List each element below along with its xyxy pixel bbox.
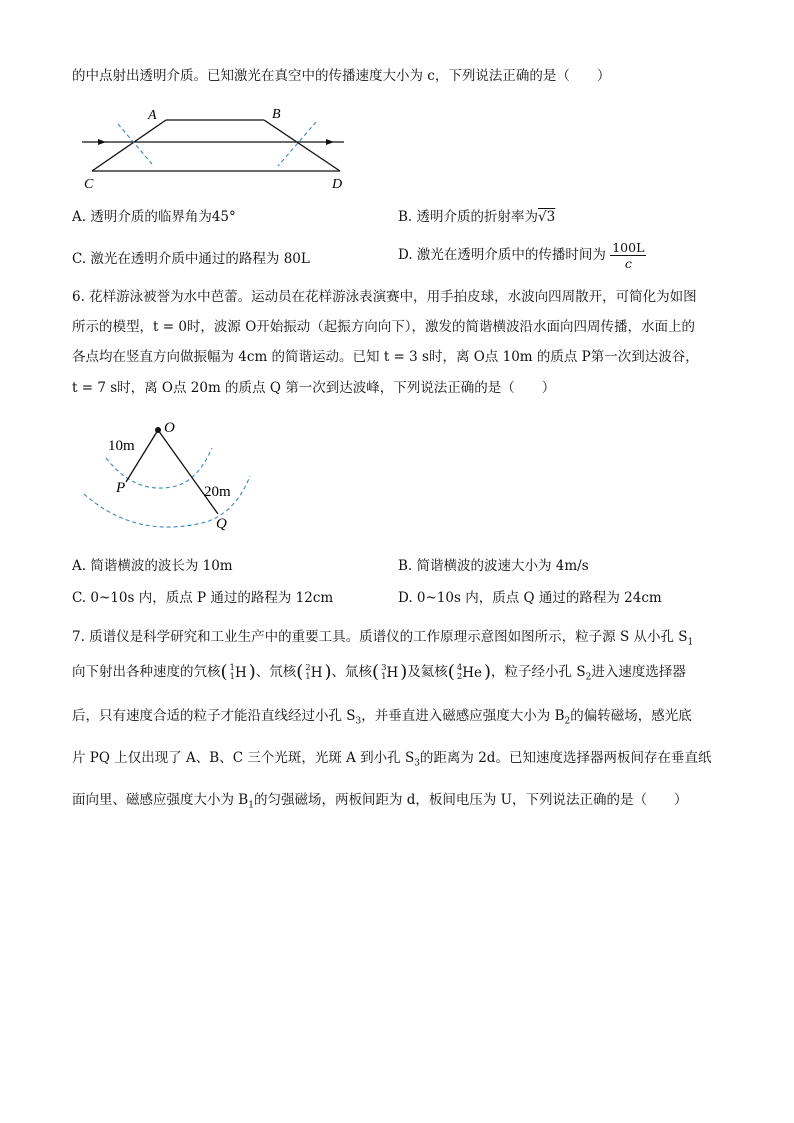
q7-text-3a: 后，只有速度合适的粒子才能沿直线经过小孔 S <box>72 708 356 724</box>
q5-stem: 的中点射出透明介质。已知激光在真空中的传播速度大小为 c，下列说法正确的是（ ） <box>72 68 611 84</box>
q6-stem-line-1: 6. 花样游泳被誉为水中芭蕾。运动员在花样游泳表演赛中，用手拍皮球，水波向四周散开，可简化为如图 <box>72 289 697 305</box>
q5-option-b-value: √3 <box>538 209 556 225</box>
line-bd <box>264 120 340 171</box>
q7-text-3c: 的偏转磁场，感光底 <box>570 708 692 724</box>
label-dist-q: 20m <box>204 484 231 500</box>
nuc3-symbol: H <box>386 664 399 681</box>
q7-sub-1: 1 <box>687 637 694 648</box>
nuc2-mass: 2 <box>305 663 311 673</box>
nuc2-symbol: H <box>310 664 323 681</box>
nuc1-mass: 1 <box>229 663 235 673</box>
q7-text-3b: ，并垂直进入磁感应强度大小为 B <box>361 708 565 724</box>
label-c: C <box>84 177 94 192</box>
q6-option-b: B. 简谐横波的波速大小为 4m/s <box>398 558 589 574</box>
nuclide-tritium <box>379 663 400 683</box>
source-point-o <box>155 427 161 433</box>
nuc2-charge: 1 <box>305 672 311 682</box>
line-ac <box>92 120 166 171</box>
q7-stem-line-1 <box>72 627 693 653</box>
q5-trapezoid-figure <box>78 104 358 192</box>
q7-sub-3: 3 <box>355 716 362 727</box>
nuc4-mass: 4 <box>456 663 463 673</box>
q7-text-2f: 进入速度选择器 <box>591 664 686 680</box>
label-q: Q <box>216 516 227 532</box>
q7-text-2c: 、氚核 <box>331 664 373 680</box>
label-o: O <box>164 420 175 436</box>
nuc4-symbol: He <box>462 664 483 681</box>
nuc3-charge: 1 <box>381 672 387 682</box>
fraction-denominator: c <box>624 256 632 271</box>
q7-stem-line-3 <box>72 706 692 732</box>
label-d: D <box>332 177 343 192</box>
q7-text-2a: 向下射出各种速度的氕核 <box>72 664 221 680</box>
q6-option-c: C. 0~10s 内，质点 P 通过的路程为 12cm <box>72 590 334 606</box>
q6-option-a: A. 简谐横波的波长为 10m <box>72 558 233 574</box>
q6-stem-line-2: 所示的模型，t = 0时，波源 O开始振动（起振方向向下），激发的简谐横波沿水面向四周传播，水面上的 <box>72 319 696 335</box>
label-p: P <box>116 480 126 496</box>
ray-arrow-out <box>326 139 334 145</box>
q7-text-2d: 及氦核 <box>407 664 448 680</box>
nuc1-symbol: H <box>234 664 247 681</box>
q5-option-b <box>398 207 555 227</box>
q7-sub-4: 2 <box>564 716 571 727</box>
q5-option-c: C. 激光在透明介质中通过的路程为 80L <box>72 251 310 267</box>
q5-option-b-text: B. 透明介质的折射率为 <box>398 209 539 225</box>
q5-option-d <box>398 240 646 271</box>
q5-option-a: A. 透明介质的临界角为45° <box>72 209 236 225</box>
nuclide-protium <box>228 663 249 683</box>
nuc3-mass: 3 <box>381 663 387 673</box>
q6-stem-line-4: t = 7 s时，离 O点 20m 的质点 Q 第一次到达波峰，下列说法正确的是（ ） <box>72 380 556 396</box>
q7-text-2e: ，粒子经小孔 S <box>491 664 586 680</box>
q7-text-4b: 的距离为 2d。已知速度选择器两板间存在垂直纸 <box>419 750 712 766</box>
q7-stem-line-4 <box>72 748 711 774</box>
q7-text-2b: 、氘核 <box>255 664 297 680</box>
q5-option-d-text: D. 激光在透明介质中的传播时间为 <box>398 247 606 263</box>
fraction-numerator: 100L <box>612 240 645 255</box>
normal-right <box>278 122 316 166</box>
normal-left <box>118 124 152 164</box>
nuc1-charge: 1 <box>229 672 235 682</box>
q6-wave-figure <box>76 414 256 536</box>
label-a: A <box>148 108 157 123</box>
q6-stem-line-3: 各点均在竖直方向做振幅为 4cm 的简谐运动。已知 t = 3 s时，离 O点 10m 的质点 P第一次到达波谷， <box>72 349 699 365</box>
q7-stem-line-5 <box>72 790 688 816</box>
q7-text-5a: 面向里、磁感应强度大小为 B <box>72 792 249 808</box>
q7-sub-5: 3 <box>414 758 420 769</box>
q7-text-4a: 片 PQ 上仅出现了 A、B、C 三个光斑，光斑 A 到小孔 S <box>72 750 415 766</box>
q7-text-1: 7. 质谱仪是科学研究和工业生产中的重要工具。质谱仪的工作原理示意图如图所示，粒子源 S 从小孔 S <box>72 629 688 645</box>
nuclide-helium <box>455 663 484 683</box>
q7-sub-6: 1 <box>248 800 254 811</box>
label-dist-p: 10m <box>108 438 135 454</box>
q5-option-d-fraction <box>610 240 646 271</box>
line-oq <box>158 430 218 514</box>
q7-sub-2: 2 <box>585 672 592 683</box>
label-b: B <box>272 107 281 122</box>
nuclide-deuterium <box>303 663 324 683</box>
q6-option-d: D. 0~10s 内，质点 Q 通过的路程为 24cm <box>398 590 662 606</box>
ray-arrow-in <box>98 139 106 145</box>
q7-stem-line-2: 向下射出各种速度的氕核( 1 1 H )、氘核( 2 1 H )、氚核( 3 1 H )及氦核( 4 2 He )，粒子经小孔 $S_2$进入速度选择器 <box>72 661 686 683</box>
nuc4-charge: 2 <box>456 672 463 682</box>
q7-text-5b: 的匀强磁场，两板间距为 d，板间电压为 U，下列说法正确的是（ ） <box>253 792 688 808</box>
